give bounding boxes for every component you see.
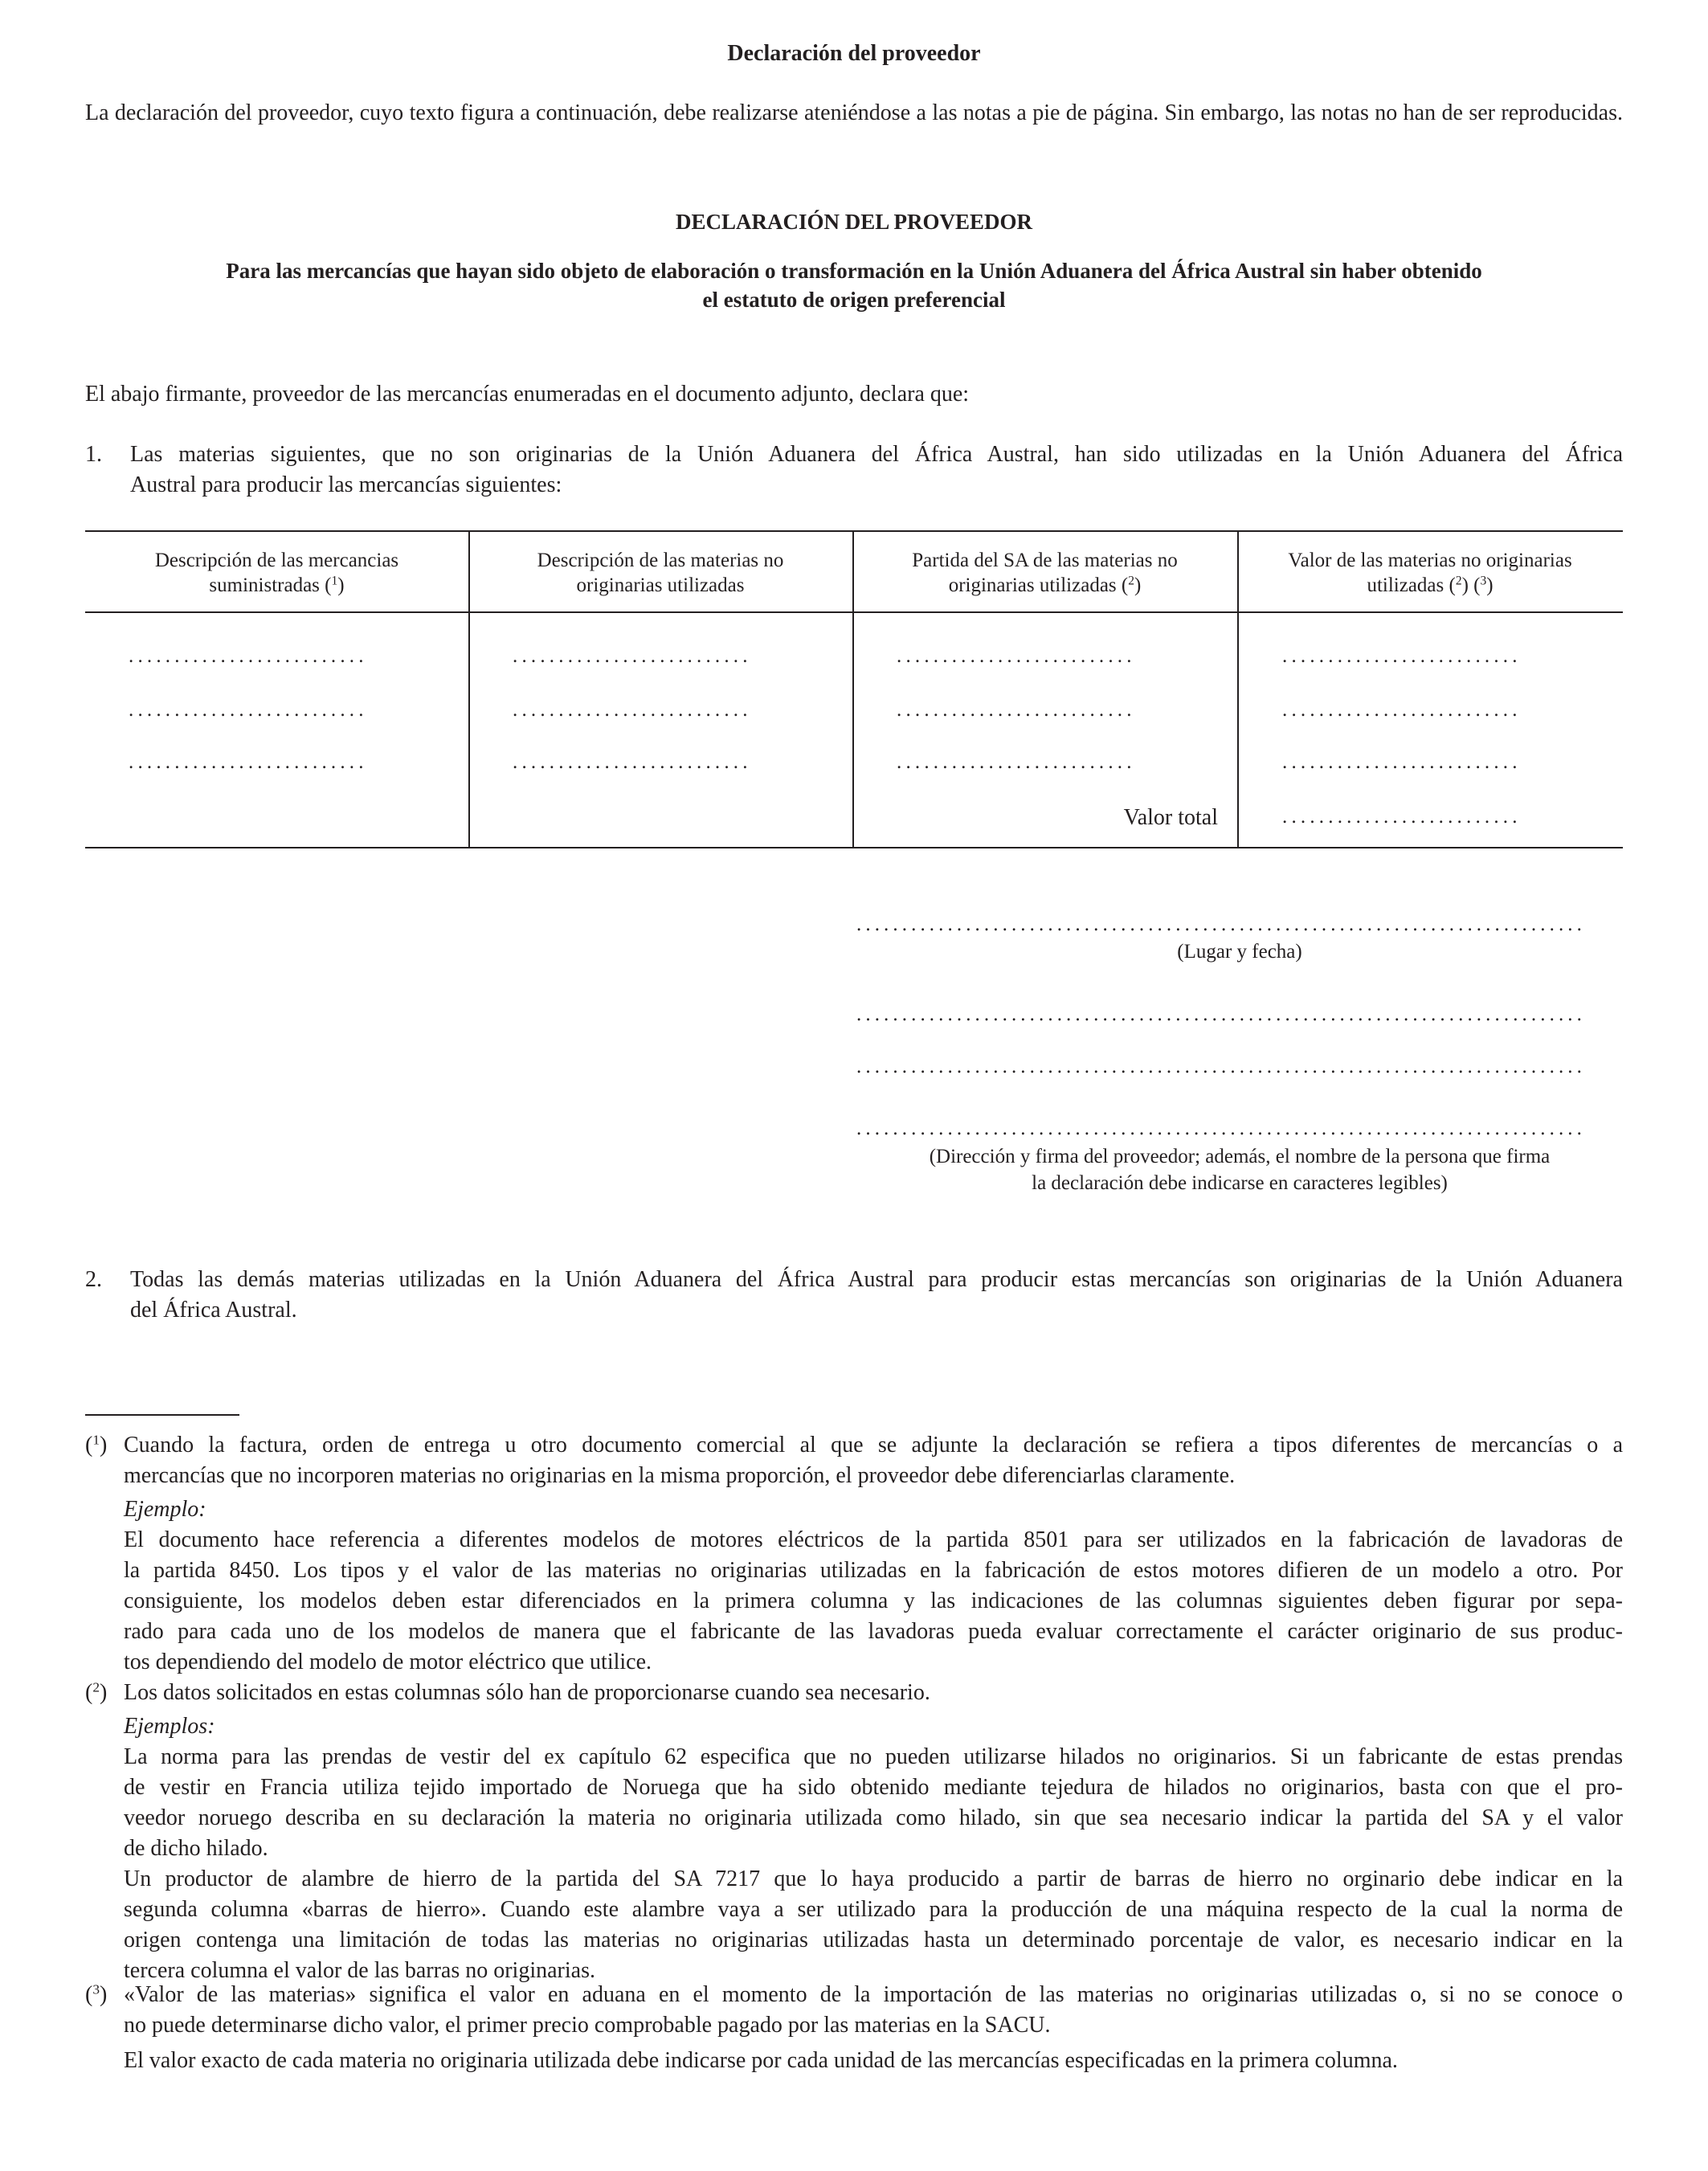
- column-header-goods: [85, 548, 468, 598]
- dotted-field: ..........................: [897, 699, 1136, 721]
- footnote-2-example-line: tercera columna el valor de las barras no originarias.: [124, 1958, 595, 1983]
- column-header-hs-heading-line-1: Partida del SA de las materias no: [912, 550, 1178, 571]
- header-text: suministradas (: [209, 574, 332, 596]
- address-field-line-3: ................................................................................: [856, 1118, 1586, 1139]
- column-header-materials-line-2: originarias utilizadas: [576, 574, 745, 596]
- dotted-field: ..........................: [513, 645, 752, 667]
- footnote-1-line-2: mercancías que no incorporen materias no originarias en la misma proporción, el proveedor debe diferenciarlas claramente.: [124, 1463, 1236, 1488]
- dotted-field: ..........................: [897, 751, 1136, 773]
- footnote-ref: 2: [1455, 574, 1462, 588]
- dotted-field: ..........................: [513, 751, 752, 773]
- footnote-1-example-line: tos dependiendo del modelo de motor eléctrico que utilice.: [124, 1650, 652, 1674]
- footnote-1-example-label: Ejemplo:: [124, 1497, 206, 1522]
- footnote-2-example-line: segunda columna «barras de hierro». Cuando este alambre vaya a ser utilizado para la producción de una máquina respecto de la cual la norma de: [124, 1897, 1623, 1922]
- footnote-1-marker: [85, 1430, 107, 1461]
- paren: ): [100, 1680, 108, 1705]
- footnote-3-line-1: «Valor de las materias» significa el valor en aduana en el momento de la importación de las materias no originarias utilizadas o, si no se conoce o: [124, 1982, 1623, 2007]
- address-field-line-1: ................................................................................: [856, 1004, 1586, 1025]
- column-header-materials-line-1: Descripción de las materias no: [537, 550, 784, 571]
- column-header-value-line-2: [1237, 573, 1623, 598]
- footnote-3: [124, 1980, 1623, 2076]
- column-header-value-line-1: Valor de las materias no originarias: [1288, 550, 1572, 571]
- footnote-1-line-1: Cuando la factura, orden de entrega u otro documento comercial al que se adjunte la declaración se refiera a tipos diferentes de mercancías o a: [124, 1433, 1623, 1458]
- column-header-hs-heading-line-2: [852, 573, 1237, 598]
- paren: ): [100, 1433, 108, 1458]
- footnote-number: 1: [92, 1432, 100, 1448]
- dotted-field: ..........................: [897, 645, 1136, 667]
- item-2-line-1: Todas las demás materias utilizadas en la Unión Aduanera del África Austral para producir estas mercancías son originarias de la Unión Aduanera: [130, 1267, 1623, 1292]
- materials-table: [85, 530, 1623, 848]
- item-1-line-2: Austral para producir las mercancías siguientes:: [130, 472, 562, 497]
- header-text: ): [1134, 574, 1142, 596]
- item-1: [85, 440, 1623, 504]
- footnote-2-example-line: veedor noruego describa en su declaración la materia no originaria utilizada como hilado, sin que sea necesario indicar la partida del SA y el valor: [124, 1805, 1623, 1830]
- total-value-field: ..........................: [1282, 806, 1522, 828]
- footnote-number: 2: [92, 1679, 100, 1695]
- header-text: utilizadas (: [1367, 574, 1456, 596]
- paren: (: [85, 1982, 93, 2007]
- item-1-line-1: Las materias siguientes, que no son originarias de la Unión Aduanera del África Austral, han sido utilizadas en la Unión Aduanera del África: [130, 442, 1623, 467]
- item-2-number: 2.: [85, 1267, 102, 1292]
- footnote-1-example-line: El documento hace referencia a diferentes modelos de motores eléctricos de la partida 8501 para ser utilizados en la fabricación de lavadoras de: [124, 1527, 1623, 1552]
- form-subtitle-line-2: el estatuto de origen preferencial: [702, 288, 1006, 312]
- column-header-hs-heading: [852, 548, 1237, 598]
- footnote-2: [124, 1678, 1623, 1986]
- footnote-1-example-line: la partida 8450. Los tipos y el valor de las materias no originarias utilizadas en la fabricación de estos motores difieren de un modelo a otro. Por: [124, 1558, 1623, 1583]
- column-header-goods-line-1: Descripción de las mercancias: [154, 550, 399, 571]
- declaration-intro: El abajo firmante, proveedor de las mercancías enumeradas en el documento adjunto, declara que:: [85, 382, 970, 407]
- footnote-3-line-3: El valor exacto de cada materia no originaria utilizada debe indicarse por cada unidad de las mercancías especificadas en la primera columna.: [124, 2048, 1398, 2073]
- header-text: ): [1486, 574, 1493, 596]
- footnote-1-example-line: rado para cada uno de los modelos de manera que el fabricante de las lavadoras pueda evaluar correctamente el carácter originario de sus produc-: [124, 1619, 1623, 1644]
- dotted-field: ..........................: [129, 751, 368, 773]
- address-field-line-2: ................................................................................: [856, 1056, 1586, 1077]
- paren: ): [100, 1982, 108, 2007]
- place-date-field: ................................................................................: [856, 914, 1586, 935]
- header-text: ): [337, 574, 345, 596]
- header-text: ) (: [1461, 574, 1481, 596]
- header-text: originarias utilizadas (: [948, 574, 1129, 596]
- footnote-1-example-line: consiguiente, los modelos deben estar diferenciados en la primera columna y las indicaciones de las columnas siguientes deben figurar por sepa-: [124, 1588, 1623, 1613]
- paren: (: [85, 1433, 93, 1458]
- footnote-2-example-line: de dicho hilado.: [124, 1836, 268, 1861]
- footnote-ref: 1: [331, 574, 338, 588]
- footnote-2-example-label: Ejemplos:: [124, 1714, 215, 1739]
- footnote-ref: 3: [1480, 574, 1487, 588]
- footnote-2-marker: [85, 1678, 107, 1708]
- dotted-field: ..........................: [129, 699, 368, 721]
- footnote-1: [124, 1430, 1623, 1678]
- footnote-number: 3: [92, 1981, 100, 1997]
- total-value-label: Valor total: [1123, 805, 1218, 830]
- place-date-label: (Lugar y fecha): [1177, 941, 1302, 963]
- page-heading: Declaración del proveedor: [727, 41, 981, 66]
- intro-text: La declaración del proveedor, cuyo texto figura a continuación, debe realizarse ateniéndose a las notas a pie de página. Sin embargo, las notas no han de ser reproducidas.: [85, 100, 1623, 125]
- intro-line-1: [85, 98, 1623, 129]
- footnote-ref: 2: [1128, 574, 1134, 588]
- column-header-goods-line-2: [85, 573, 468, 598]
- paren: (: [85, 1680, 93, 1705]
- footnote-separator: [85, 1414, 239, 1416]
- dotted-field: ..........................: [1282, 645, 1522, 667]
- footnote-2-example-line: de vestir en Francia utiliza tejido importado de Noruega que ha sido obtenido mediante tejedura de hilados no originarios, basta con que el pro-: [124, 1775, 1623, 1800]
- table-header-rule: [85, 611, 1623, 613]
- footnote-2-example-line: Un productor de alambre de hierro de la partida del SA 7217 que lo haya producido a partir de barras de hierro no orginario debe indicar en la: [124, 1866, 1623, 1891]
- dotted-field: ..........................: [1282, 751, 1522, 773]
- footnote-2-line-1: Los datos solicitados en estas columnas sólo han de proporcionarse cuando sea necesario.: [124, 1680, 930, 1705]
- footnote-2-example-line: origen contenga una limitación de todas las materias no originarias utilizadas hasta un determinado porcentaje de valor, es necesario indicar en la: [124, 1928, 1623, 1952]
- form-title: DECLARACIÓN DEL PROVEEDOR: [675, 210, 1033, 234]
- footnote-3-marker: [85, 1980, 107, 2010]
- item-2: [85, 1265, 1623, 1329]
- footnote-2-example-line: La norma para las prendas de vestir del ex capítulo 62 especifica que no pueden utilizarse hilados no originarios. Si un fabricante de estas prendas: [124, 1744, 1623, 1769]
- dotted-field: ..........................: [1282, 699, 1522, 721]
- form-subtitle-line-1: Para las mercancías que hayan sido objeto de elaboración o transformación en la Unión Aduanera del África Austral sin haber obtenido: [226, 259, 1482, 283]
- signature-caption-line-1: (Dirección y firma del proveedor; además, el nombre de la persona que firma: [929, 1146, 1551, 1167]
- column-header-value: [1237, 548, 1623, 598]
- dotted-field: ..........................: [513, 699, 752, 721]
- column-header-materials: [468, 548, 852, 598]
- item-2-line-2: del África Austral.: [130, 1298, 297, 1323]
- item-1-number: 1.: [85, 442, 102, 467]
- dotted-field: ..........................: [129, 645, 368, 667]
- signature-caption-line-2: la declaración debe indicarse en caracteres legibles): [1032, 1172, 1448, 1194]
- footnote-3-line-2: no puede determinarse dicho valor, el primer precio comprobable pagado por las materias en la SACU.: [124, 2013, 1051, 2038]
